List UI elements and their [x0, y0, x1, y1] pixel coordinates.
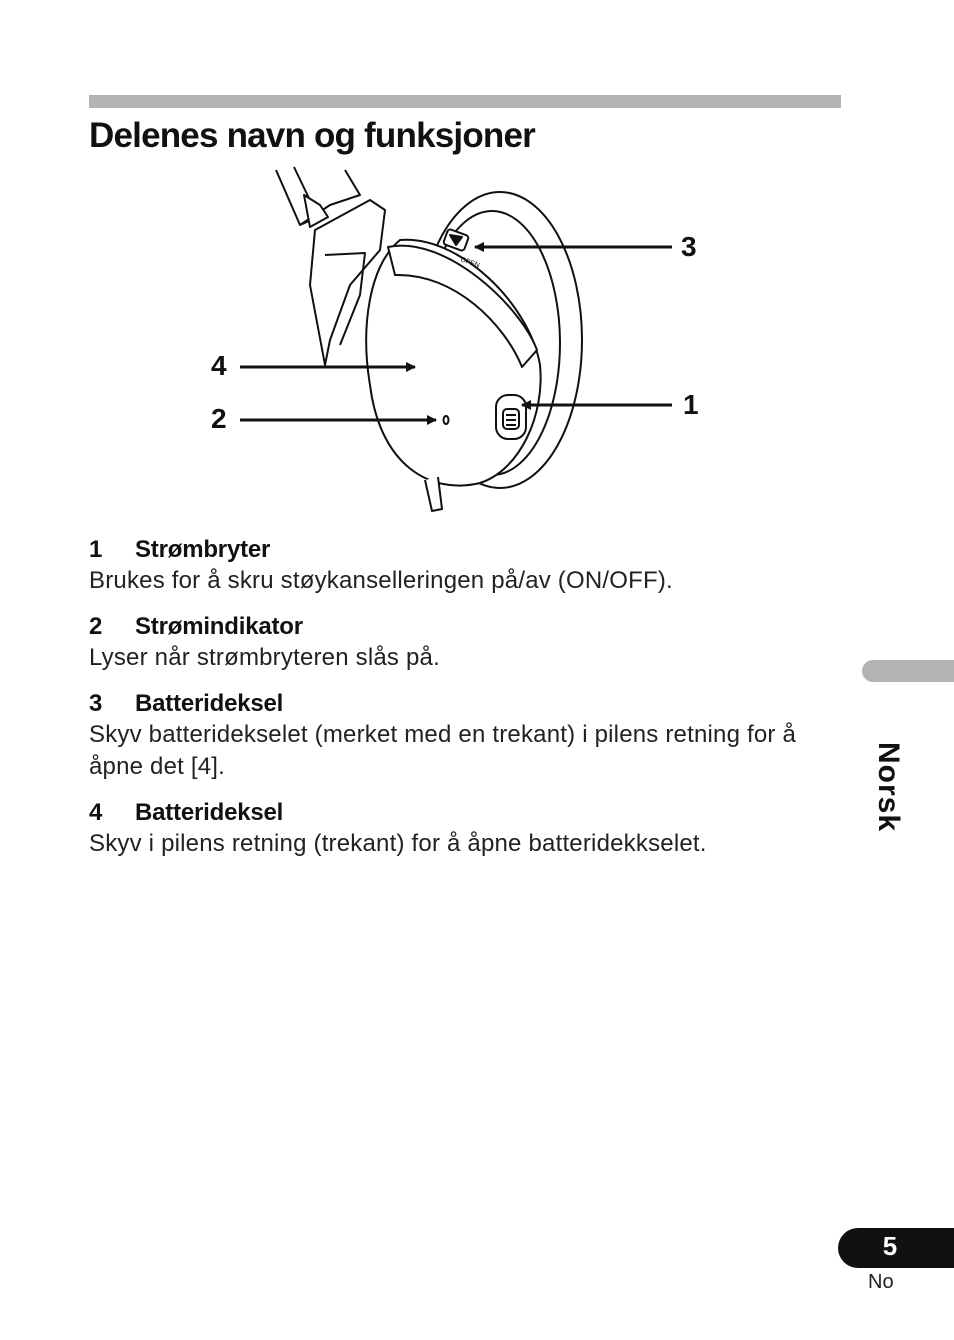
part-description: Brukes for å skru støykanselleringen på/av (ON/OFF). — [89, 567, 673, 594]
parts-list — [89, 535, 849, 875]
part-number: 2 — [89, 613, 103, 640]
part-number: 4 — [89, 799, 103, 826]
page-title: Delenes navn og funksjoner — [89, 116, 535, 155]
callout-1: 1 — [683, 389, 699, 420]
part-heading — [89, 612, 849, 642]
headphone-earcup-illustration — [200, 165, 720, 520]
part-item — [89, 612, 849, 674]
part-item — [89, 798, 849, 860]
header-rule — [89, 95, 841, 108]
callout-2: 2 — [211, 403, 227, 434]
part-heading — [89, 689, 849, 719]
power-indicator-led — [444, 416, 449, 424]
part-description: Skyv batteridekselet (merket med en trekant) i pilens retning for å åpne det [4]. — [89, 721, 797, 780]
part-name: Batterideksel — [135, 799, 284, 826]
part-heading — [89, 798, 849, 828]
part-description: Lyser når strømbryteren slås på. — [89, 644, 440, 671]
part-heading — [89, 535, 849, 565]
part-item — [89, 535, 849, 597]
callout-4: 4 — [211, 350, 227, 381]
part-name: Strømbryter — [135, 536, 271, 563]
part-name: Batterideksel — [135, 690, 284, 717]
language-tab — [862, 660, 954, 682]
part-name: Strømindikator — [135, 613, 303, 640]
part-item — [89, 689, 849, 783]
page-language-code: No — [868, 1271, 894, 1293]
language-label: Norsk — [872, 742, 905, 833]
page-number: 5 — [882, 1231, 898, 1261]
part-description: Skyv i pilens retning (trekant) for å åpne batteridekkselet. — [89, 830, 707, 857]
open-label: OPEN — [459, 256, 481, 270]
part-number: 3 — [89, 690, 103, 717]
cable — [425, 477, 442, 511]
part-number: 1 — [89, 536, 103, 563]
callout-3: 3 — [681, 231, 697, 262]
